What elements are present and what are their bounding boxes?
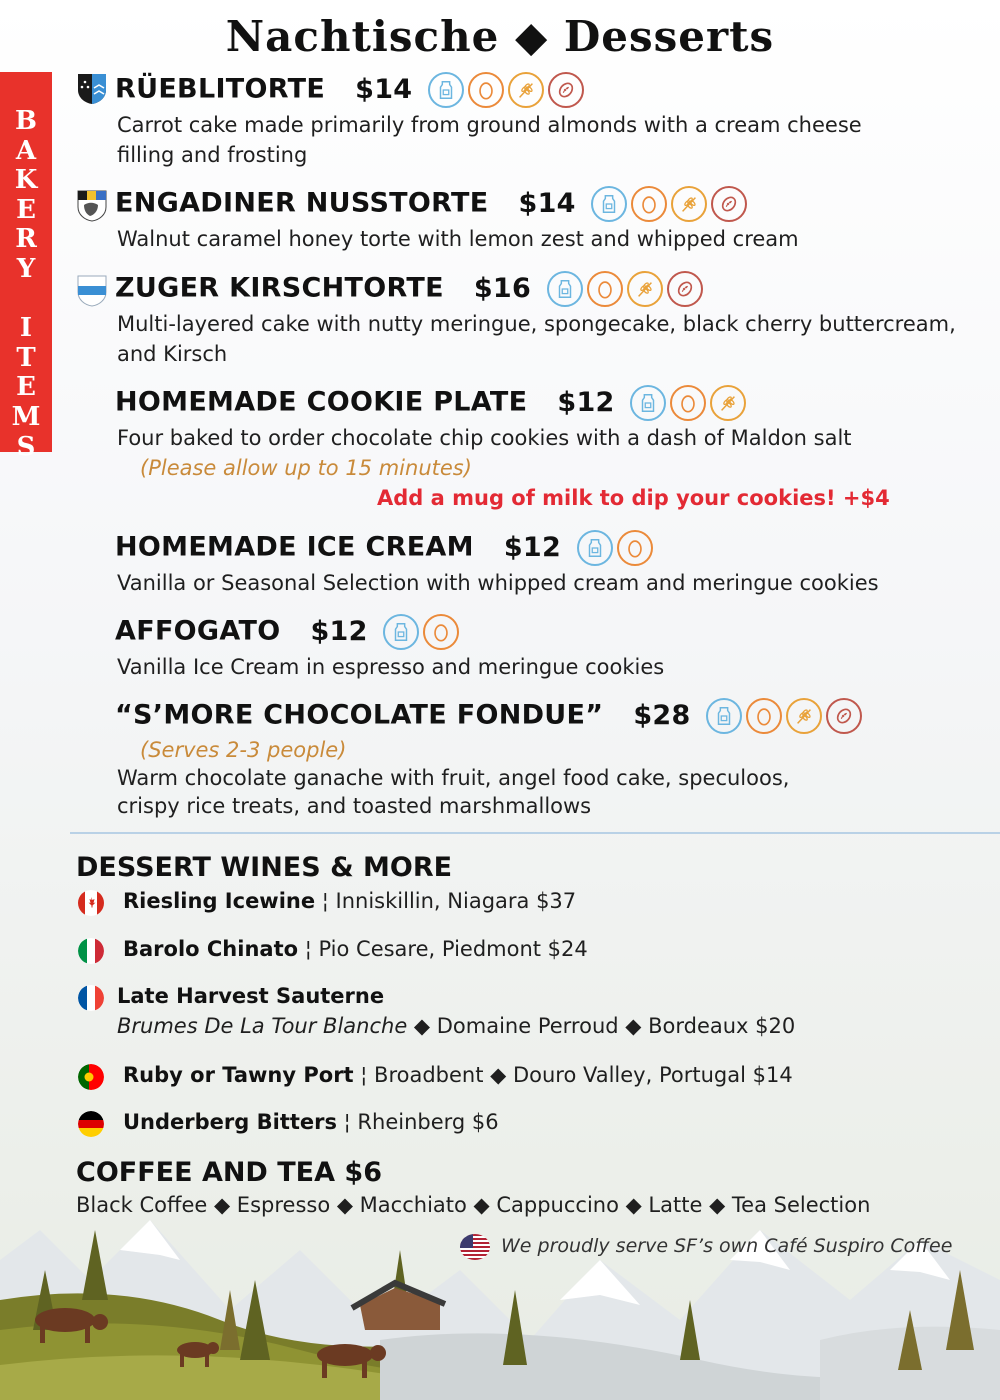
banner-letter: M	[11, 401, 41, 432]
italy-flag-icon	[78, 938, 104, 968]
wine-detail-text: ◆ Domaine Perroud ◆ Bordeaux $20	[407, 1014, 796, 1038]
wine-name: Riesling Icewine	[123, 889, 316, 913]
germany-flag-icon	[78, 1111, 104, 1141]
dessert-name: AFFOGATO	[115, 615, 281, 647]
nut-icon	[826, 698, 862, 734]
milk-icon	[591, 186, 627, 222]
wheat-icon	[786, 698, 822, 734]
wine-detail: ¦ Broadbent ◆ Douro Valley, Portugal $14	[353, 1063, 793, 1087]
canada-flag-icon	[78, 890, 104, 920]
banner-letter: K	[14, 165, 38, 196]
wine-item	[123, 889, 576, 913]
graubunden-crest-icon	[76, 189, 108, 227]
section-divider	[70, 832, 1000, 834]
milk-icon	[706, 698, 742, 734]
banner-letter: S	[16, 431, 36, 462]
dessert-description: Carrot cake made primarily from ground almonds with a cream cheese filling and frosting	[117, 113, 862, 167]
nut-icon	[548, 72, 584, 108]
dessert-price: $12	[310, 615, 368, 647]
wine-detail: ¦ Pio Cesare, Piedmont $24	[298, 937, 588, 961]
dessert-price: $14	[518, 187, 576, 219]
dessert-item-heading	[115, 698, 862, 734]
dessert-description: Four baked to order chocolate chip cookies with a dash of Maldon salt	[117, 426, 852, 450]
egg-icon	[423, 614, 459, 650]
dessert-description: Walnut caramel honey torte with lemon zest and whipped cream	[117, 227, 799, 251]
dessert-price: $28	[633, 699, 691, 731]
dessert-description: Vanilla or Seasonal Selection with whipped cream and meringue cookies	[117, 571, 879, 595]
banner-letter: E	[16, 372, 36, 403]
dessert-name: ENGADINER NUSSTORTE	[115, 187, 489, 219]
egg-icon	[746, 698, 782, 734]
dessert-wines-heading: DESSERT WINES & MORE	[76, 852, 453, 883]
wine-producer: Brumes De La Tour Blanche	[117, 1014, 408, 1038]
dessert-name: ZUGER KIRSCHTORTE	[115, 272, 444, 304]
dessert-item-heading	[115, 614, 459, 650]
banner-letter: E	[16, 194, 36, 225]
wine-detail: ¦ Inniskillin, Niagara $37	[315, 889, 577, 913]
wheat-icon	[710, 385, 746, 421]
dessert-description: Multi-layered cake with nutty meringue, spongecake, black cherry buttercream, and Kirsch	[117, 312, 956, 366]
nut-icon	[667, 271, 703, 307]
milk-icon	[428, 72, 464, 108]
dessert-price: $12	[503, 531, 562, 563]
dessert-item-heading	[115, 186, 747, 222]
dessert-item-heading	[115, 271, 703, 307]
dessert-note: (Please allow up to 15 minutes)	[140, 456, 472, 480]
france-flag-icon	[78, 985, 104, 1015]
wine-item	[123, 1110, 499, 1134]
wine-item	[123, 1063, 793, 1087]
banner-letter: T	[16, 342, 36, 373]
dessert-item-heading	[115, 530, 653, 566]
aargau-crest-icon	[76, 72, 108, 110]
milk-icon	[547, 271, 583, 307]
dessert-price: $16	[473, 272, 532, 304]
banner-letter: A	[15, 135, 37, 166]
wine-detail: ¦ Rheinberg $6	[337, 1110, 499, 1134]
wine-name: Ruby or Tawny Port	[123, 1063, 354, 1087]
coffee-credit: We proudly serve SF’s own Café Suspiro Coffee	[501, 1235, 953, 1257]
coffee-tea-heading: COFFEE AND TEA $6	[76, 1157, 382, 1188]
dessert-name: “S’MORE CHOCOLATE FONDUE”	[115, 699, 604, 731]
dessert-name: HOMEMADE COOKIE PLATE	[115, 386, 528, 418]
wine-item	[123, 937, 588, 961]
wheat-icon	[508, 72, 544, 108]
wine-detail	[117, 1014, 795, 1038]
wheat-icon	[627, 271, 663, 307]
dessert-description: Warm chocolate ganache with fruit, angel food cake, speculoos, crispy rice treats, and toasted marshmallows	[117, 766, 790, 818]
wine-name: Underberg Bitters	[123, 1110, 337, 1134]
banner-letter: R	[15, 224, 37, 255]
wine-name-text: Late Harvest Sauterne	[117, 984, 385, 1008]
bakery-items-banner	[0, 72, 52, 462]
egg-icon	[587, 271, 623, 307]
dessert-price: $14	[355, 73, 413, 105]
milk-addon-promo: Add a mug of milk to dip your cookies! +$4	[377, 486, 890, 510]
milk-icon	[630, 385, 666, 421]
dessert-note: (Serves 2-3 people)	[140, 738, 347, 762]
usa-flag-icon	[460, 1234, 490, 1264]
banner-letter	[0, 285, 52, 315]
banner-letter: I	[19, 313, 33, 344]
dessert-item-heading	[115, 385, 746, 421]
banner-letter: B	[15, 106, 37, 136]
dessert-price: $12	[557, 386, 615, 418]
alpine-landscape-illustration	[0, 1190, 1000, 1400]
egg-icon	[617, 530, 653, 566]
portugal-flag-icon	[78, 1064, 104, 1094]
wine-name: Barolo Chinato	[123, 937, 299, 961]
dessert-name: RÜEBLITORTE	[115, 73, 326, 105]
coffee-list: Black Coffee ◆ Espresso ◆ Macchiato ◆ Cappuccino ◆ Latte ◆ Tea Selection	[76, 1193, 871, 1217]
banner-letter: Y	[16, 253, 36, 284]
nut-icon	[711, 186, 747, 222]
egg-icon	[468, 72, 504, 108]
dessert-item-heading	[115, 72, 584, 108]
menu-title: Nachtische ◆ Desserts	[225, 12, 775, 61]
egg-icon	[670, 385, 706, 421]
milk-icon	[577, 530, 613, 566]
dessert-description: Vanilla Ice Cream in espresso and meringue cookies	[117, 655, 665, 679]
egg-icon	[631, 186, 667, 222]
zug-crest-icon	[76, 274, 108, 312]
wine-name	[117, 984, 384, 1008]
milk-icon	[383, 614, 419, 650]
dessert-name: HOMEMADE ICE CREAM	[115, 531, 474, 563]
wheat-icon	[671, 186, 707, 222]
